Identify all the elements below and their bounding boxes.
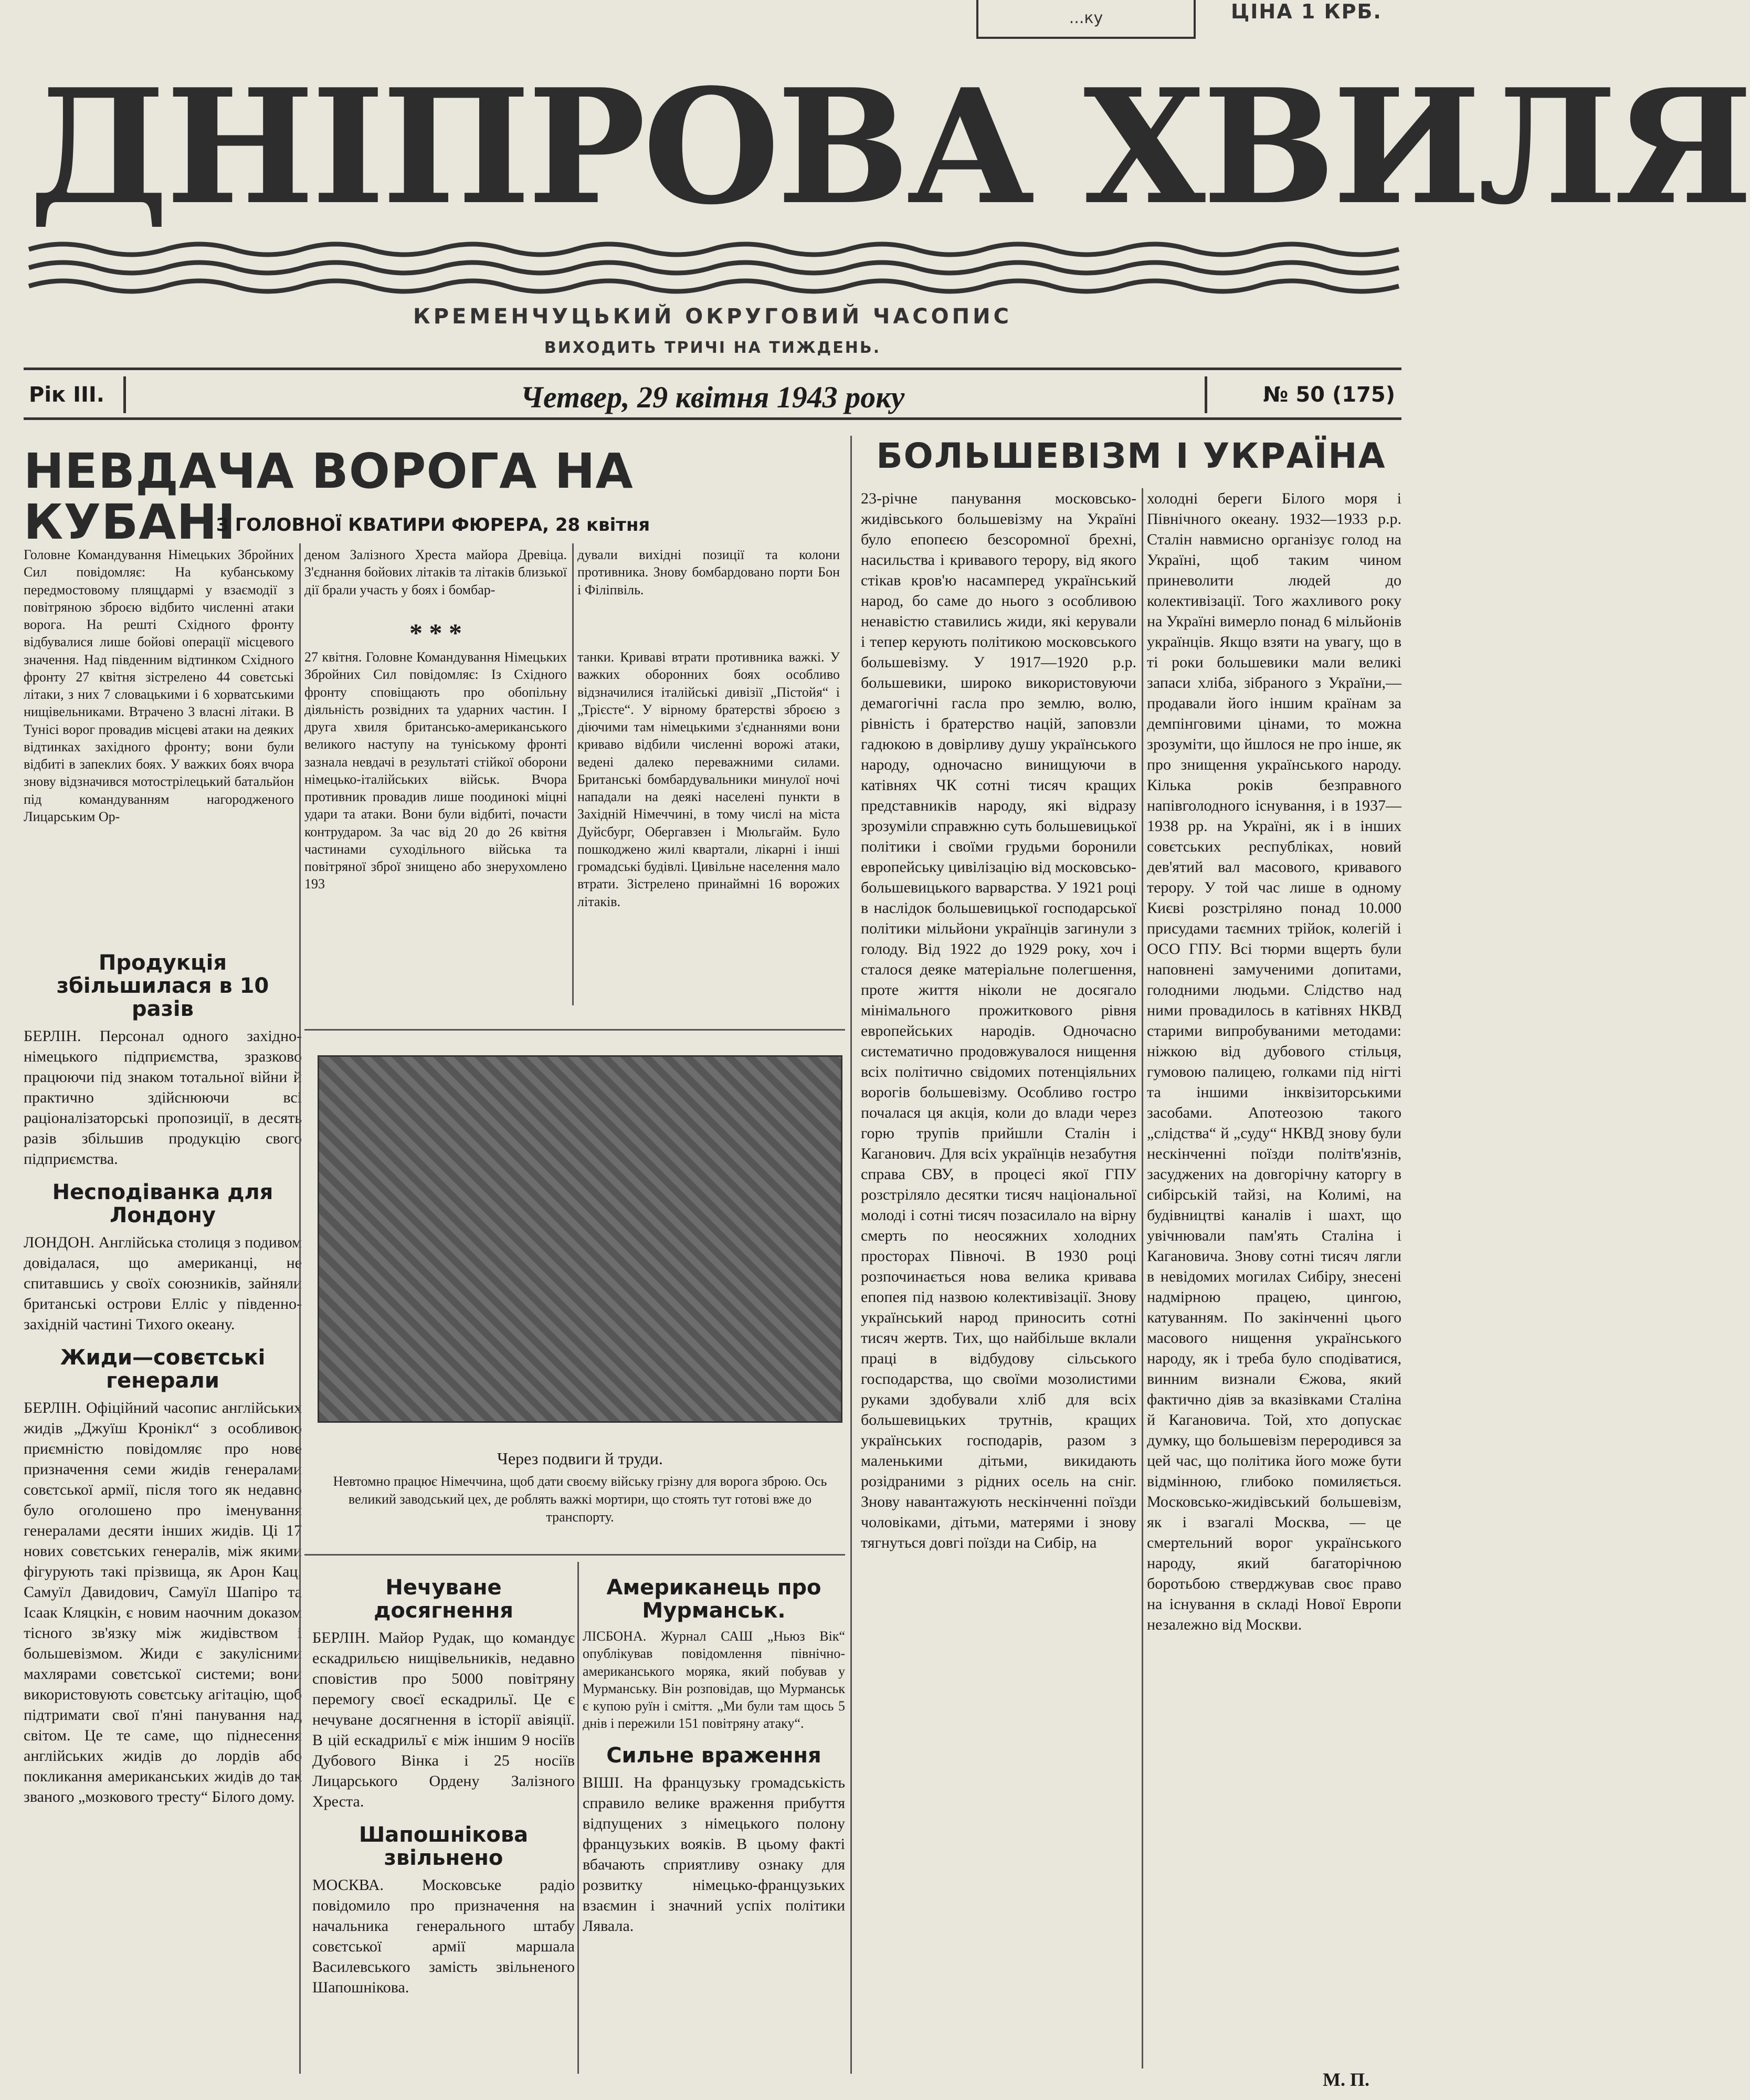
news-title: Несподіванка для Лондону — [52, 1180, 273, 1227]
news-text: БЕРЛІН. Майор Рудак, що командує ескадрильєю нищівельників, недавно сповістив про 5000 повітряну перемогу своєї ескадрильї. Це є нечуване досягнення в історії авіяції. В цій ескадрильї є між іншим 9 носіїв Дубового Вінка і 25 носіїв Лицарського Ордену Залізного Хреста. — [312, 1629, 575, 1810]
right-col-2 — [1147, 488, 1401, 2068]
column-rule — [850, 436, 852, 2074]
lead-text-1: Головне Командування Німецьких Збройних Сил повідомляє: На кубанському передмостовому плящдармі у взаємодії з повітряною зброєю відбито численні атаки ворога. На решті Східного фронту відбувалися лише бойові операції місцевого значення. Над південним відтинком Східного фронту 27 квітня зістрелено 44 совєтські літаки, з них 7 словацькими і 6 хорватськими нищівельниками. Втрачено 3 власні літаки. В Тунісі ворог провадив місцеві атаки на деяких відтинках західного фронту; вони були відбиті в запеклих боях. У важких боях вчора знову відзначився мотострілецький батальйон під командуванням нагородженого Лицарським Ор- — [24, 547, 294, 824]
divider — [1205, 376, 1207, 413]
article-text-2: холодні береги Білого моря і Північного океану. 1932—1933 р.р. Сталін навмисно організує голод на Україні, щоб таким чином приневолити людей до колективізації. Того жахливого року на Україні вимерло понад 6 мільйонів українців. Якщо взяти на увагу, що в ті роки большевики мали великі запаси хліба, зібраного з України,—продавали його іншим країнам за демпінговими цінами, то можна зрозуміти, що йшлося не про інше, як про знищення українського народу. Кілька років безправного напівголодного існування, і в 1937—1938 рр. на Україні, як і в інших совєтських республіках, новий дев'ятий вал масового, кривавого терору. У той час лише в одному Києві розстріляно понад 10.000 присудами таємних трійок, колегій і ОСО ГПУ. Всі тюрми вщерть були наповнені замученими допитами, голодними людьми. Слідство над ними провадилось в катівнях НКВД старими випробуваними методами: ніжкою від дубового стільця, гумовою палицею, голками під нігті та іншими інквізиторськими засобами. Апотеозою такого „слідства“ й „суду“ НКВД зновy були нескінченні поїзди політв'язнів, засуджених на довгорічну каторгу в сибірській тайзі, на Колимі, на будівництві каналів і шахт, що увічнювали пам'ять Сталіна і Кагановича. Знову сотні тисяч лягли в невідомих могилах Сибіру, знесені надмірною працею, цингою, катуванням. По закінченні цього масового нищення українського народу, як і треба було сподіватися, винним визнали Єжова, який фактично діяв за вказівками Сталіна й Кагановича. Той, хто допускає думку, що большевізм переродився за цей час, що політика його може бути відмінною, глибоко помиляється. Московсько-жидівський большевізм, як і взагалі Москва, — це смертельний ворог українського народу, який багаторічною боротьбою стверджував своє право на існування в складі Нової Европи незалежно від Москви. — [1147, 490, 1401, 1633]
lead-col-3 — [577, 546, 840, 614]
lead-col-2b — [304, 648, 567, 1005]
news-title: Нечуване досягнення — [374, 1576, 513, 1623]
right-headline-box — [861, 436, 1401, 494]
library-stamp: ...ку — [976, 0, 1196, 39]
price: ЦІНА 1 КРБ. — [1231, 0, 1382, 23]
lead-col-2 — [304, 546, 567, 614]
news-item — [24, 1181, 302, 1335]
news-title: Жиди—совєтські генерали — [60, 1346, 266, 1393]
news-title: Продукція збільшилася в 10 разів — [56, 951, 269, 1021]
column-rule — [577, 1562, 579, 2074]
section-rule — [304, 1029, 845, 1031]
news-text: ЛІСБОНА. Журнал САШ „Ньюз Вік“ опублікував повідомлення північно-американського моряка, який побував у Мурманську. Він розповідав, що Мурманськ є купою руїн і сміття. „Ми були там щось 5 днів і пережили 151 повітряну атаку“. — [583, 1629, 845, 1731]
lead-kicker: З ГОЛОВНОЇ КВАТИРИ ФЮРЕРА, 28 квітня — [216, 514, 650, 536]
column-rule — [299, 543, 301, 2074]
year-label: Рік III. — [29, 383, 104, 407]
news-title: Американець про Мурманськ. — [606, 1576, 821, 1623]
column-rule — [1142, 488, 1143, 2068]
news-text: БЕРЛІН. Персонал одного західно-німецького підприємства, зразково працюючи під знаком тотальної війни й практично здійснюючи всі раціоналізаторські пропозиції, в десять разів збільшив продукцію свого підприємства. — [24, 1027, 302, 1168]
lead-headline: НЕВДАЧА ВОРОГА НА КУБАНІ — [24, 443, 634, 550]
lead-stars-box — [304, 614, 567, 646]
right-col-1 — [861, 488, 1136, 2068]
news-item — [24, 1346, 302, 1807]
waves-ornament — [29, 239, 1399, 297]
factory-photo — [318, 1055, 842, 1423]
photo-caption-title: Через подвиги й труди. — [497, 1449, 663, 1468]
lead-text-3: дували вихідні позиції та колони противника. Знову бомбардовано порти Бон і Філіпвіль. — [577, 547, 840, 597]
news-item — [24, 951, 302, 1169]
article-text-1: 23-річне панування московсько-жидівського большевізму на Україні було епопеєю безсоромної брехні, насильства і кривавого терору, від якого стікав кров'ю насамперед український народ, бо саме до нього з особливою ненавістю ставились жиди, які керували і тепер керують політикою московського большевізму. У 1917—1920 р.р. большевики, широко використовуючи демагогічні гасла про землю, волю, рівність і братерство націй, заповзли гадюкою в довірливу душу українського народу, одночасно винищуючи в катівнях ЧК сотні тисяч кращих представників народу, які відразу зрозуміли справжню суть большевицької політики і своїми грудьми боронили европейську цивілізацію від московсько-большевицького варварства. У 1921 році в наслідок большевицької господарської політики мільйони українців загинули з голоду. Від 1922 до 1929 року, хоч і сталося деяке матеріальне полегшення, проте життя ніколи не досягало мінімального прожиткового рівня европейських народів. Одночасно систематично продовжувалося нищення всіх політично свідомих потенціяльних ворогів большевізму. Особливо гостро почалася ця акція, коли до влади через горю трупів прийшли Сталін і Каганович. Для всіх українців незабутня справа СВУ, в процесі якої ГПУ розстріляло десятки тисяч національної молоді і сотні тисяч позасилало на вірну смерть по неосяжних холодних просторах Півночі. В 1930 році розпочинається нова велика кривава епопея під назвою колективізації. Знову український народ приносить сотні тисяч жертв. Тих, що найбільше вклали праці в відбудову сільського господарства, що своїми мозолистими руками здобували хліб для всіх большевицьких трутнів, кращих українських господарів, разом з маленькими дітьми, викидають розідраними з рідних осель на сніг. Знову навантажують нескінченні поїзди чоловіками, дітьми, матерями і знову тягнуться довгі поїзди на Сибір, на — [861, 490, 1136, 1551]
author-signature: М. П. — [1323, 2069, 1369, 2090]
news-text: БЕРЛІН. Офіційний часопис англійських жидів „Джуїш Кронікл“ з особливою приємністю повідомляє про нове призначення семи жидів генералами совєтської армії, після того як недавно було оголошено про іменування генералами десяти інших жидів. Ці 17 нових совєтських генералів, між якими фігурують такі прізвища, як Арон Кац, Самуїл Давидович, Самуїл Шапіро та Ісаак Кляцкін, є новим наочним доказом тісного зв'язку між жидівством і большевізмом. Жиди є закулісними махлярами совєтської системи; вони використовують совєтську агітацію, щоб підтримати свої п'яні панування над світом. Це те саме, що піднесення англійських жидів до лордів або покликання американських жидів до так званого „мозкового тресту“ Білого дому. — [24, 1399, 302, 1805]
left-news-column — [24, 940, 302, 2074]
date-band — [24, 368, 1401, 420]
lead-kicker-box — [24, 509, 842, 541]
right-headline: БОЛЬШЕВІЗМ І УКРАЇНА — [876, 436, 1386, 476]
news-title: Сильне враження — [606, 1743, 821, 1768]
lead-col-3b — [577, 648, 840, 1005]
issue-number: № 50 (175) — [1263, 383, 1395, 407]
lead-text-2b: 27 квітня. Головне Командування Німецьких Збройних Сил повідомляє: Із Східного фронту сповіщають про обопільну діяльність розвідних та ударних частин. І друга хвиля британсько-американського великого наступу на туніському фронті зазнала невдачі в результаті стійкої оборони німецько-італійських військ. Вчора противник провадив лише поодинокі міцні удари та атаки. Вони були відбиті, почасти контрударом. За час від 20 до 26 квітня частинами суходільного війська та повітряної зброї знищено або знерухомлено 193 — [304, 649, 567, 892]
column-rule — [572, 543, 574, 1005]
issue-date: Четвер, 29 квітня 1943 року — [520, 380, 905, 414]
bottom-middle-right — [583, 1564, 845, 2074]
section-stars: * * * — [409, 618, 462, 647]
lead-col-1 — [24, 546, 294, 929]
news-text: ЛОНДОН. Англійська столиця з подивом довідалася, що американці, не спитавшись у своїх союзників, зайняли британські острови Елліс у південно-західній частині Тихого океану. — [24, 1234, 302, 1333]
lead-text-2: деном Залізного Хреста майора Древіца. З'єднання бойових літаків та літаків близької дії брали участь у боях і бомбар- — [304, 547, 567, 597]
news-text: МОСКВА. Московське радіо повідомило про призначення на начальника генерального штабу совєтської армії маршала Василевського замість звільненого Шапошнікова. — [312, 1876, 575, 1996]
news-text: ВІШІ. На французьку громадськість справило велике враження прибуття відпущених з німецького полону французьких вояків. В цьому факті вбачають сприятливу ознаку для розвитку німецько-французьких взаємин і значний успіх політики Лявала. — [583, 1773, 845, 1935]
section-rule — [304, 1554, 845, 1556]
photo-caption-text: Невтомно працює Німеччина, щоб дати своєму війську грізну для ворога зброю. Ось великий заводський цех, де роблять важкі мортири, що стоять тут готові вже до транспорту. — [333, 1474, 827, 1525]
paper-subtitle: КРЕМЕНЧУЦЬКИЙ ОКРУГОВИЙ ЧАСОПИС — [413, 304, 1012, 329]
news-title: Шапошнікова звільнено — [359, 1823, 529, 1870]
bottom-middle-left — [312, 1564, 575, 2074]
masthead-title: ДНІПРОВА ХВИЛЯ — [29, 54, 1750, 239]
publication-frequency: ВИХОДИТЬ ТРИЧІ НА ТИЖДЕНЬ. — [544, 339, 881, 357]
lead-text-3b: танки. Криваві втрати противника важкі. У важких оборонних боях особливо відзначилися італійські дивізії „Пістойя“ і „Трієсте“. У вірному братерстві зброєю з діючими там німецькими з'єднаннями вони криваво відбили численні ворожі атаки, ведені далеко переважними силами. Британські бомбардувальники минулої ночі нападали на деякі населені пункти в Західній Німеччині, в тому числі на міста Дуйсбург, Обергавзен і Мюльгайм. Було пошкоджено жилі квартали, лікарні і інші громадські будівлі. Цивільне населення мало втрати. Зістрелено принаймні 16 ворожих літаків. — [577, 649, 840, 909]
photo-caption — [318, 1449, 842, 1526]
